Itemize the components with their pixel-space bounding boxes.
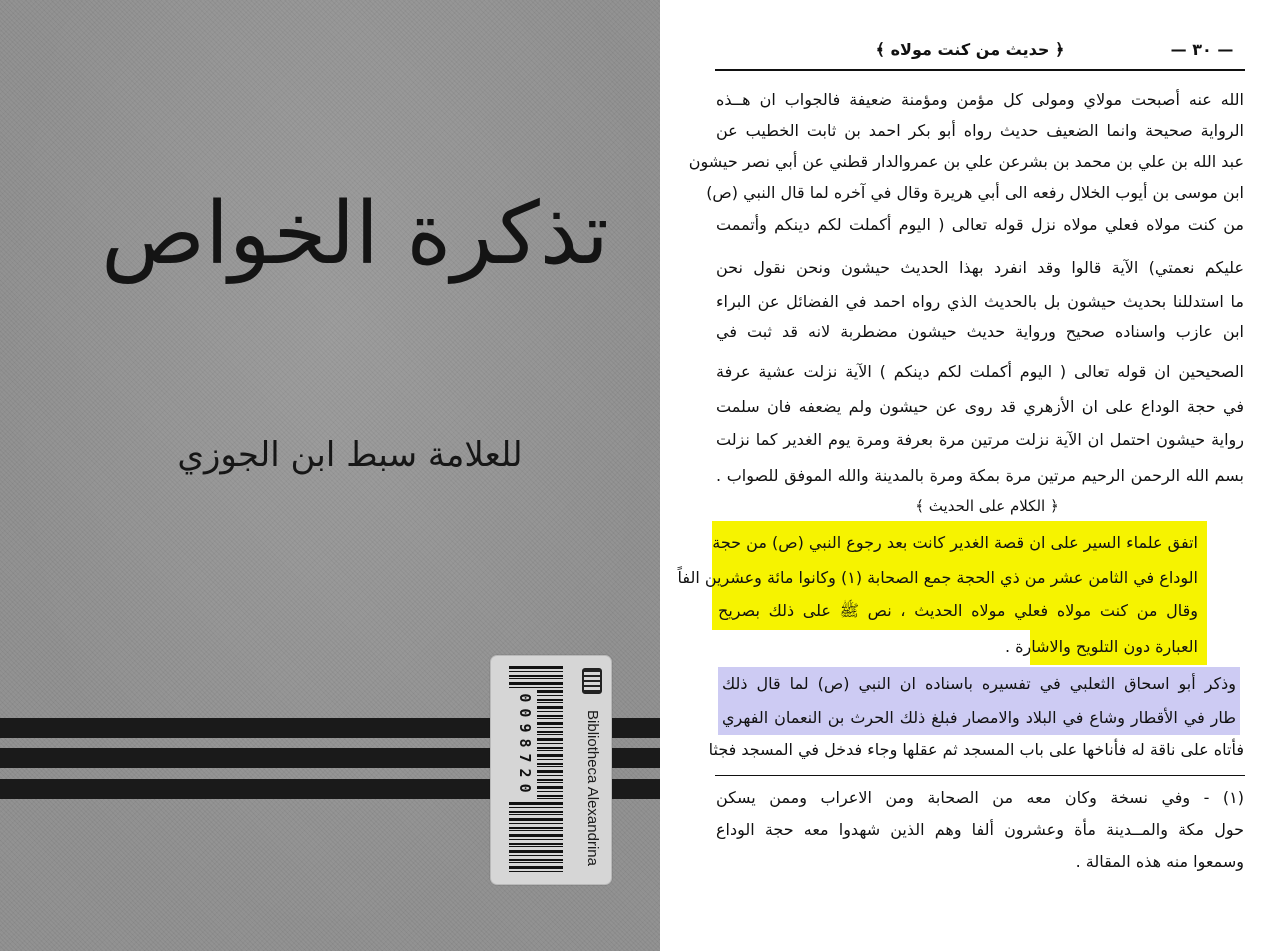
barcode-bars	[509, 666, 563, 690]
text-line: في حجة الوداع على ان الأزهري قد روى عن حيشون ولم يضعفه فان سلمت	[716, 397, 1244, 416]
book-page	[660, 0, 1280, 951]
barcode-bars	[537, 690, 563, 802]
footnote-line: حول مكة والمــدينة مأة وعشرون ألفا وهم الذين شهدوا معه حجة الوداع	[716, 820, 1244, 839]
text-line: بسم الله الرحمن الرحيم مرتين مرة بمكة ومرة بالمدينة والله الموفق للصواب .	[716, 466, 1244, 485]
text-line: ابن موسى بن أيوب الخلال رفعه الى أبي هريرة وقال في آخره لما قال النبي (ص)	[706, 183, 1244, 202]
library-logo-icon	[582, 668, 602, 694]
running-header: ﴿ حديث من كنت مولاه ﴾	[875, 40, 1065, 59]
highlighted-line: الوداع في الثامن عشر من ذي الحجة جمع الصحابة (١) وكانوا مائة وعشرين الفاً	[677, 568, 1198, 587]
text-line: ابن عازب واسناده صحيح ورواية حديث حيشون مضطربة لانه قد ثبت في	[716, 322, 1244, 341]
highlighted-line: وذكر أبو اسحاق الثعلبي في تفسيره باسناده ان النبي (ص) لما قال ذلك	[722, 674, 1236, 693]
text-line: الصحيحين ان قوله تعالى ( اليوم أكملت لكم دينكم ) الآية نزلت عشية عرفة	[716, 362, 1244, 381]
barcode-bars	[509, 802, 563, 872]
barcode-sticker	[490, 655, 612, 885]
highlighted-line: العبارة دون التلويح والاشارة .	[1004, 637, 1198, 656]
text-line: الرواية صحيحة وانما الضعيف حديث رواه أبو بكر احمد بن ثابت الخطيب عن	[716, 121, 1244, 140]
text-line: عبد الله بن علي بن محمد بن بشرعن علي بن عمروالدار قطني عن أبي نصر حيشون	[688, 152, 1244, 171]
text-line: فأتاه على ناقة له فأناخها على باب المسجد ثم عقلها وجاء فدخل في المسجد فجثا	[708, 740, 1244, 759]
page-number: — ٣٠ —	[1170, 40, 1234, 59]
footnote-line: وسمعوا منه هذه المقالة .	[1075, 852, 1244, 871]
text-line: الله عنه أصبحت مولاي ومولى كل مؤمن ومؤمنة ضعيفة فالجواب ان هــذه	[716, 90, 1244, 109]
footnote-rule	[715, 775, 1245, 776]
header-rule	[715, 69, 1245, 71]
text-line: عليكم نعمتي) الآية قالوا وقد انفرد بهذا الحديث حيشون ونحن نقول نحن	[716, 258, 1244, 277]
book-author: للعلامة سبط ابن الجوزي	[177, 435, 523, 475]
highlighted-line: وقال من كنت مولاه فعلي مولاه الحديث ، نص ﷺ على ذلك بصريح	[718, 601, 1198, 620]
text-line: ما استدللنا بحديث حيشون بل بالحديث الذي رواه احمد في الفضائل عن البراء	[716, 292, 1244, 311]
highlighted-line: اتفق علماء السير على ان قصة الغدير كانت بعد رجوع النبي (ص) من حجة	[712, 533, 1198, 552]
book-title: تذكرة الخواص	[101, 184, 609, 284]
library-name: Bibliotheca Alexandrina	[584, 710, 601, 866]
text-line: من كنت مولاه فعلي مولاه نزل قوله تعالى ( اليوم أكملت لكم دينكم وأتممت	[716, 215, 1244, 234]
footnote-line: (١) - وفي نسخة وكان معه من الصحابة ومن الاعراب وممن يسكن	[716, 788, 1244, 807]
barcode-number: 0098720	[516, 693, 534, 799]
text-line: رواية حيشون احتمل ان الآية نزلت مرتين مرة بعرفة ومرة يوم الغدير كما نزلت	[716, 430, 1244, 449]
highlighted-line: طار في الأقطار وشاع في البلاد والامصار فبلغ ذلك الحرث بن النعمان الفهري	[722, 708, 1236, 727]
section-heading: ﴿ الكلام على الحديث ﴾	[915, 497, 1059, 515]
